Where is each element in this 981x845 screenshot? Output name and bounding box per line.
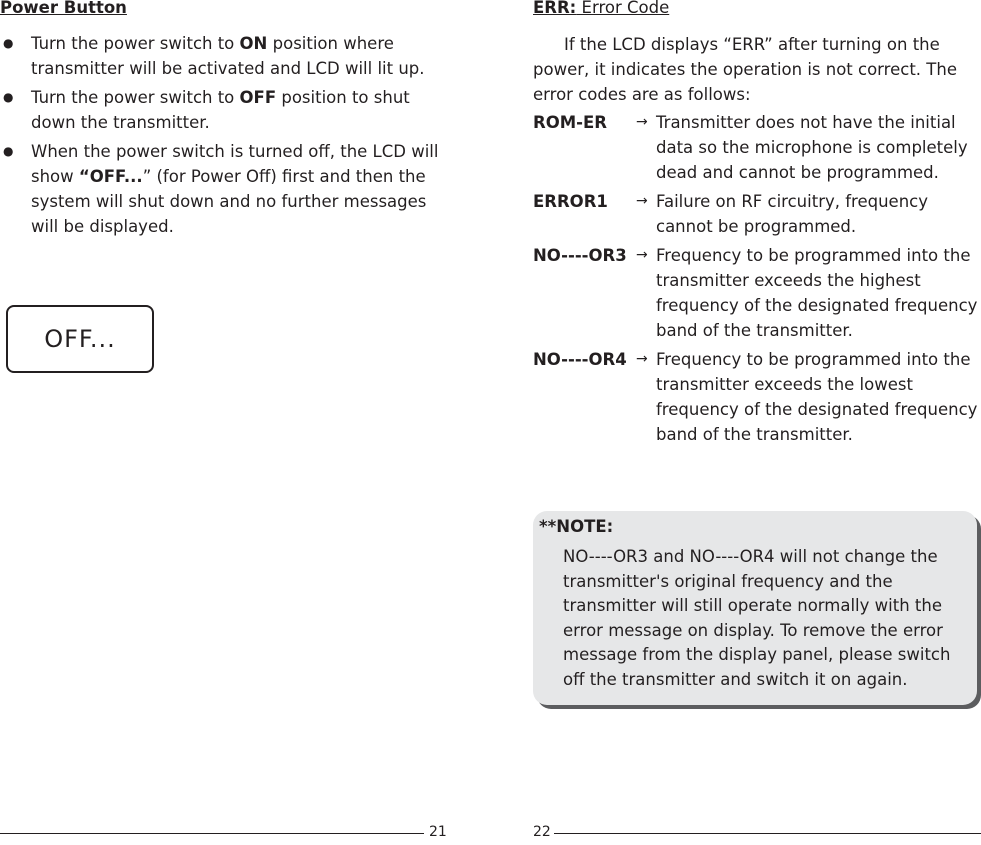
page-number-left: 21: [429, 824, 447, 840]
err-heading: [533, 0, 669, 20]
arrow-right-icon: →: [636, 114, 648, 130]
error-code: NO----OR3: [533, 246, 627, 265]
lcd-text: OFF...: [44, 324, 116, 353]
bullet-text: When the power switch is turned off, the LCD will show: [31, 142, 439, 186]
arrow-right-icon: →: [636, 193, 648, 209]
power-button-bullet-list: [0, 31, 450, 243]
lcd-display-illustration: [6, 305, 154, 373]
power-button-heading: Power Button: [0, 0, 127, 17]
bullet-text: position to shut down the transmitter.: [31, 88, 410, 132]
bullet-bold-text: “OFF...: [78, 167, 143, 186]
err-intro-paragraph: If the LCD displays “ERR” after turning on the power, it indicates the operation is not correct. The error codes are as follows:: [533, 35, 957, 104]
footer-rule-left: [0, 833, 424, 834]
bullet-dot-icon: ●: [3, 144, 14, 158]
bullet-dot-icon: ●: [3, 36, 14, 50]
error-code: ERROR1: [533, 192, 608, 211]
page-number-right: 22: [533, 824, 551, 840]
err-heading-rest: Error Code: [576, 0, 670, 17]
footer-rule-right: [554, 833, 981, 834]
bullet-text: ” (for Power Off) first and then the system will shut down and no further messages will be displayed.: [31, 167, 427, 236]
error-description: Frequency to be programmed into the transmitter exceeds the highest frequency of the designated frequency band of the transmitter.: [656, 246, 978, 340]
arrow-right-icon: →: [636, 351, 648, 367]
err-heading-bold: ERR:: [533, 0, 577, 17]
note-body: NO----OR3 and NO----OR4 will not change the transmitter's original frequency and the transmitter will still operate normally with the error message on display. To remove the error message from the display panel, please switch off the transmitter and switch it on again.: [563, 547, 951, 689]
arrow-right-icon: →: [636, 247, 648, 263]
bullet-text: position where transmitter will be activated and LCD will lit up.: [31, 34, 425, 78]
note-title: **NOTE:: [539, 517, 614, 536]
bullet-bold-text: OFF: [239, 88, 277, 107]
bullet-bold-text: ON: [239, 34, 268, 53]
error-description: Transmitter does not have the initial data so the microphone is completely dead and cannot be programmed.: [656, 113, 968, 182]
error-description: Frequency to be programmed into the transmitter exceeds the lowest frequency of the designated frequency band of the transmitter.: [656, 350, 978, 444]
bullet-item-off: [0, 85, 431, 135]
error-code: ROM-ER: [533, 113, 607, 132]
bullet-item-on: [0, 31, 450, 81]
bullet-item-off-display: [0, 139, 443, 239]
error-code: NO----OR4: [533, 350, 627, 369]
bullet-text: Turn the power switch to: [31, 34, 240, 53]
bullet-dot-icon: ●: [3, 90, 14, 104]
error-description: Failure on RF circuitry, frequency cannot be programmed.: [656, 192, 928, 236]
bullet-text: Turn the power switch to: [31, 88, 240, 107]
